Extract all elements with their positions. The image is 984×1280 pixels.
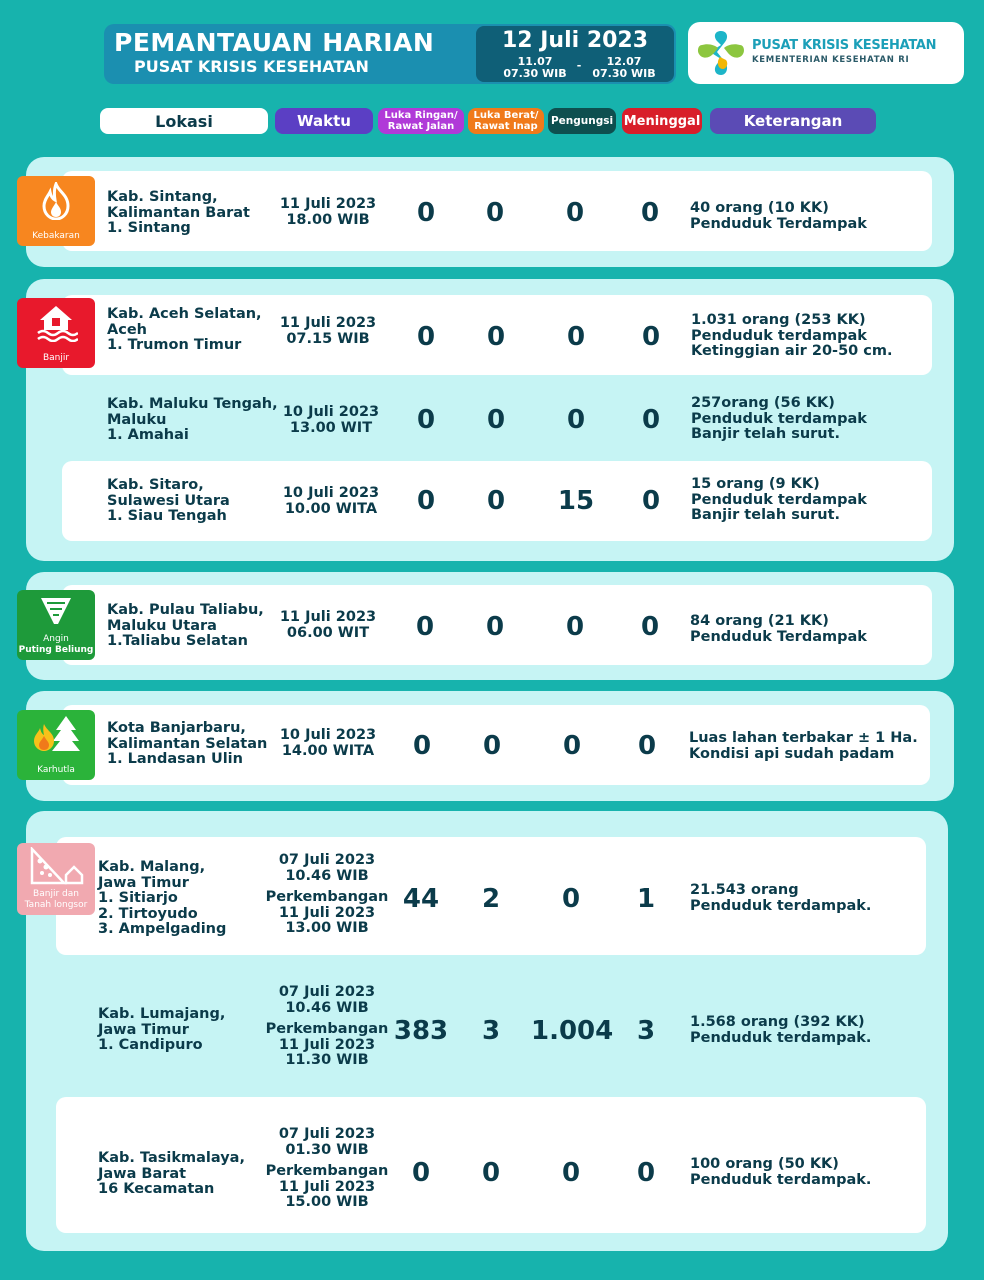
row-keterangan (690, 201, 867, 232)
value-meninggal: 0 (637, 731, 657, 761)
row-time-line: 07 Juli 2023 (278, 984, 376, 1000)
row-time-line: 01.30 WIB (285, 1141, 369, 1158)
row-keterangan-line: Penduduk terdampak (691, 491, 867, 508)
column-luka-berat-label-1: Luka Berat/ (473, 110, 539, 121)
row-time-line: 15.00 WIB (285, 1194, 369, 1210)
row-keterangan (691, 313, 893, 360)
logo-ministry-name: KEMENTERIAN KESEHATAN RI (752, 55, 910, 65)
row-time-line: 13.00 WIT (289, 419, 373, 436)
row-location-line: Maluku (107, 411, 167, 428)
row-keterangan-line: 84 orang (21 KK) (690, 613, 829, 629)
row-location (107, 190, 250, 237)
row-keterangan-line: 1.568 orang (392 KK) (690, 1014, 865, 1030)
value-meninggal: 3 (636, 1016, 656, 1046)
row-location (107, 478, 230, 525)
badge-longsor-label-1: Banjir dan (33, 889, 79, 899)
range-end-time: 07.30 WIB (592, 67, 656, 80)
flood-house-icon (34, 302, 78, 342)
value-luka-ringan: 0 (416, 405, 436, 435)
logo-icon (696, 29, 746, 77)
value-meninggal: 0 (640, 198, 660, 228)
column-lokasi (100, 108, 268, 134)
row-location-line: 2. Tirtoyudo (98, 905, 198, 922)
range-end (586, 56, 662, 80)
value-luka-ringan: 0 (411, 1158, 431, 1188)
row-time-line: 10.46 WIB (285, 999, 369, 1016)
value-meninggal: 0 (640, 612, 660, 642)
row-keterangan-line: 15 orang (9 KK) (691, 476, 820, 492)
page-title: PEMANTAUAN HARIAN (114, 28, 435, 57)
column-luka-ringan-label-2: Rawat Jalan (387, 121, 455, 132)
row-location-line: 1.Taliabu Selatan (107, 633, 248, 649)
row-location-line: Kalimantan Selatan (107, 735, 268, 752)
value-pengungsi: 0 (566, 405, 586, 435)
row-keterangan-line: Luas lahan terbakar ± 1 Ha. (689, 730, 918, 746)
row-time-line: 07.15 WIB (286, 330, 370, 347)
row-location (98, 1151, 245, 1198)
row-location-line: 16 Kecamatan (98, 1181, 215, 1197)
row-time-line: 11 Juli 2023 (279, 196, 377, 212)
row-keterangan-line: 257orang (56 KK) (691, 395, 835, 411)
column-waktu (275, 108, 373, 134)
row-keterangan-line: Penduduk Terdampak (690, 628, 867, 645)
value-pengungsi: 15 (557, 486, 595, 516)
row-location-line: 1. Amahai (107, 427, 189, 443)
row-keterangan-line: Penduduk Terdampak (690, 215, 867, 232)
row-location-line: 1. Candipuro (98, 1037, 203, 1053)
row-location-line: Jawa Timur (98, 874, 189, 891)
row-time-line: 11 Juli 2023 (278, 1036, 376, 1053)
page-subtitle: PUSAT KRISIS KESEHATAN (134, 57, 369, 76)
landslide-icon (28, 847, 84, 885)
row-location (107, 397, 278, 444)
row-time-line: Perkembangan (265, 1021, 389, 1037)
row-time (262, 985, 392, 1069)
row-location-line: Kab. Tasikmalaya, (98, 1150, 245, 1166)
column-meninggal-label: Meninggal (623, 113, 701, 129)
row-keterangan (690, 1015, 871, 1046)
range-start-date: 11.07 (517, 55, 553, 68)
row-keterangan-line: Penduduk terdampak. (690, 1171, 872, 1188)
row-location-line: Kab. Maluku Tengah, (107, 396, 278, 412)
value-pengungsi: 0 (565, 612, 585, 642)
row-time (280, 405, 382, 436)
row-time (262, 853, 392, 937)
column-pengungsi (548, 108, 616, 134)
row-time (278, 316, 378, 347)
row-location-line: 3. Ampelgading (98, 921, 227, 937)
row-location-line: Kab. Malang, (98, 859, 206, 875)
row-location-line: 1. Trumon Timur (107, 337, 242, 353)
row-keterangan (690, 883, 871, 914)
row-keterangan-line: 100 orang (50 KK) (690, 1156, 839, 1172)
range-start (498, 56, 572, 80)
row-keterangan-line: Banjir telah surut. (691, 507, 841, 523)
row-keterangan-line: Ketinggian air 20-50 cm. (691, 343, 893, 359)
row-keterangan-line: Penduduk terdampak (691, 327, 867, 344)
badge-karhutla (17, 710, 95, 780)
value-luka-berat: 0 (481, 1158, 501, 1188)
row-location-line: Jawa Timur (98, 1021, 189, 1038)
badge-angin-label (17, 634, 95, 656)
value-meninggal: 0 (641, 322, 661, 352)
value-pengungsi: 0 (561, 884, 581, 914)
badge-longsor-label (17, 889, 95, 911)
row-keterangan (691, 396, 867, 443)
column-luka-ringan (378, 108, 464, 134)
row-time-line: 14.00 WITA (281, 742, 375, 759)
row-time-line: 11.30 WIB (285, 1052, 369, 1068)
row-time (278, 197, 378, 228)
badge-kebakaran (17, 176, 95, 246)
tornado-icon (38, 594, 74, 630)
row-time-line: 10.46 WIB (285, 867, 369, 884)
row-time-line: 18.00 WIB (286, 211, 370, 228)
row-location-line: Maluku Utara (107, 617, 217, 634)
row-keterangan-line: Penduduk terdampak. (690, 897, 872, 914)
range-start-time: 07.30 WIB (503, 67, 567, 80)
value-luka-berat: 0 (486, 486, 506, 516)
row-time-line: 13.00 WIB (285, 920, 369, 936)
column-keterangan-label: Keterangan (743, 111, 843, 130)
logo-org-name: PUSAT KRISIS KESEHATAN (752, 38, 937, 53)
row-keterangan-line: Banjir telah surut. (691, 426, 841, 442)
row-time-line: 10 Juli 2023 (282, 485, 380, 501)
badge-longsor (17, 843, 95, 915)
value-luka-berat: 0 (485, 198, 505, 228)
value-luka-berat: 0 (482, 731, 502, 761)
forest-fire-icon (30, 714, 82, 754)
column-luka-berat (468, 108, 544, 134)
column-luka-ringan-label-1: Luka Ringan/ (384, 110, 458, 121)
value-luka-ringan: 0 (415, 612, 435, 642)
value-pengungsi: 0 (561, 1158, 581, 1188)
row-keterangan-line: Penduduk terdampak. (690, 1029, 872, 1046)
header-date-box (476, 26, 674, 82)
row-location-line: 1. Landasan Ulin (107, 751, 243, 767)
value-luka-berat: 3 (481, 1016, 501, 1046)
column-keterangan (710, 108, 876, 134)
row-time-line: 06.00 WIT (286, 624, 370, 641)
badge-kebakaran-label: Kebakaran (32, 231, 80, 241)
value-luka-berat: 0 (486, 405, 506, 435)
row-keterangan-line: Penduduk terdampak (691, 410, 867, 427)
value-luka-berat: 2 (481, 884, 501, 914)
badge-karhutla-label: Karhutla (37, 765, 75, 775)
value-pengungsi: 0 (562, 731, 582, 761)
value-luka-ringan: 0 (416, 198, 436, 228)
value-meninggal: 1 (636, 884, 656, 914)
row-keterangan (691, 477, 867, 524)
value-luka-ringan: 0 (412, 731, 432, 761)
row-keterangan-line: 21.543 orang (690, 882, 799, 898)
column-lokasi-label: Lokasi (155, 111, 213, 131)
column-luka-berat-label-2: Rawat Inap (474, 121, 538, 132)
range-end-date: 12.07 (606, 55, 642, 68)
value-luka-ringan: 0 (416, 322, 436, 352)
badge-longsor-label-2: Tanah longsor (24, 900, 88, 910)
value-pengungsi: 0 (566, 322, 586, 352)
row-time-line: 10 Juli 2023 (279, 727, 377, 743)
value-luka-ringan: 0 (416, 486, 436, 516)
row-time-line: Perkembangan (265, 1163, 389, 1179)
row-location (107, 307, 262, 354)
badge-angin-label-1: Angin (43, 634, 69, 644)
row-time-line: 11 Juli 2023 (279, 315, 377, 331)
row-keterangan (690, 1157, 871, 1188)
badge-angin (17, 590, 95, 660)
report-date: 12 Juli 2023 (501, 28, 649, 53)
row-location-line: 1. Siau Tengah (107, 508, 227, 524)
value-meninggal: 0 (641, 405, 661, 435)
row-location-line: Kab. Sitaro, (107, 477, 204, 493)
row-time-line: 07 Juli 2023 (278, 1126, 376, 1142)
row-location-line: Aceh (107, 321, 147, 338)
row-time (262, 1127, 392, 1211)
value-pengungsi: 1.004 (531, 1016, 614, 1046)
value-luka-berat: 0 (486, 322, 506, 352)
row-location-line: Kab. Sintang, (107, 189, 218, 205)
row-time-line: 07 Juli 2023 (278, 852, 376, 868)
row-time-line: 10.00 WITA (284, 500, 378, 517)
value-pengungsi: 0 (565, 198, 585, 228)
row-time-line: 10 Juli 2023 (282, 404, 380, 420)
row-location-line: 1. Sitiarjo (98, 890, 178, 906)
row-location-line: Kota Banjarbaru, (107, 720, 246, 736)
row-time-line: 11 Juli 2023 (278, 904, 376, 921)
value-luka-berat: 0 (485, 612, 505, 642)
value-luka-ringan: 44 (402, 884, 440, 914)
column-meninggal (622, 108, 702, 134)
row-location (107, 721, 267, 768)
row-keterangan (689, 731, 918, 762)
fire-icon (39, 182, 73, 220)
row-location-line: Kalimantan Barat (107, 204, 250, 221)
row-time-line: 11 Juli 2023 (278, 1178, 376, 1195)
row-location-line: Sulawesi Utara (107, 492, 230, 509)
row-keterangan (690, 614, 867, 645)
value-meninggal: 0 (636, 1158, 656, 1188)
row-location-line: Jawa Barat (98, 1165, 187, 1182)
badge-banjir (17, 298, 95, 368)
row-location-line: 1. Sintang (107, 220, 191, 236)
value-luka-ringan: 383 (393, 1016, 449, 1046)
row-time (278, 728, 378, 759)
row-time-line: 11 Juli 2023 (279, 609, 377, 625)
row-location (107, 603, 264, 650)
range-separator: - (576, 59, 582, 72)
row-time (280, 486, 382, 517)
logo-box (688, 22, 964, 84)
column-waktu-label: Waktu (297, 111, 351, 130)
row-keterangan-line: 40 orang (10 KK) (690, 200, 829, 216)
row-time-line: Perkembangan (265, 889, 389, 905)
row-keterangan-line: 1.031 orang (253 KK) (691, 312, 866, 328)
row-keterangan-line: Kondisi api sudah padam (689, 745, 895, 762)
row-location-line: Kab. Pulau Taliabu, (107, 602, 264, 618)
value-meninggal: 0 (641, 486, 661, 516)
badge-banjir-label: Banjir (42, 353, 70, 363)
row-location (98, 1007, 225, 1054)
row-location-line: Kab. Aceh Selatan, (107, 306, 262, 322)
row-location (98, 860, 226, 938)
column-pengungsi-label: Pengungsi (550, 114, 614, 127)
row-location-line: Kab. Lumajang, (98, 1006, 226, 1022)
row-time (278, 610, 378, 641)
badge-angin-label-2: Puting Beliung (18, 645, 94, 655)
